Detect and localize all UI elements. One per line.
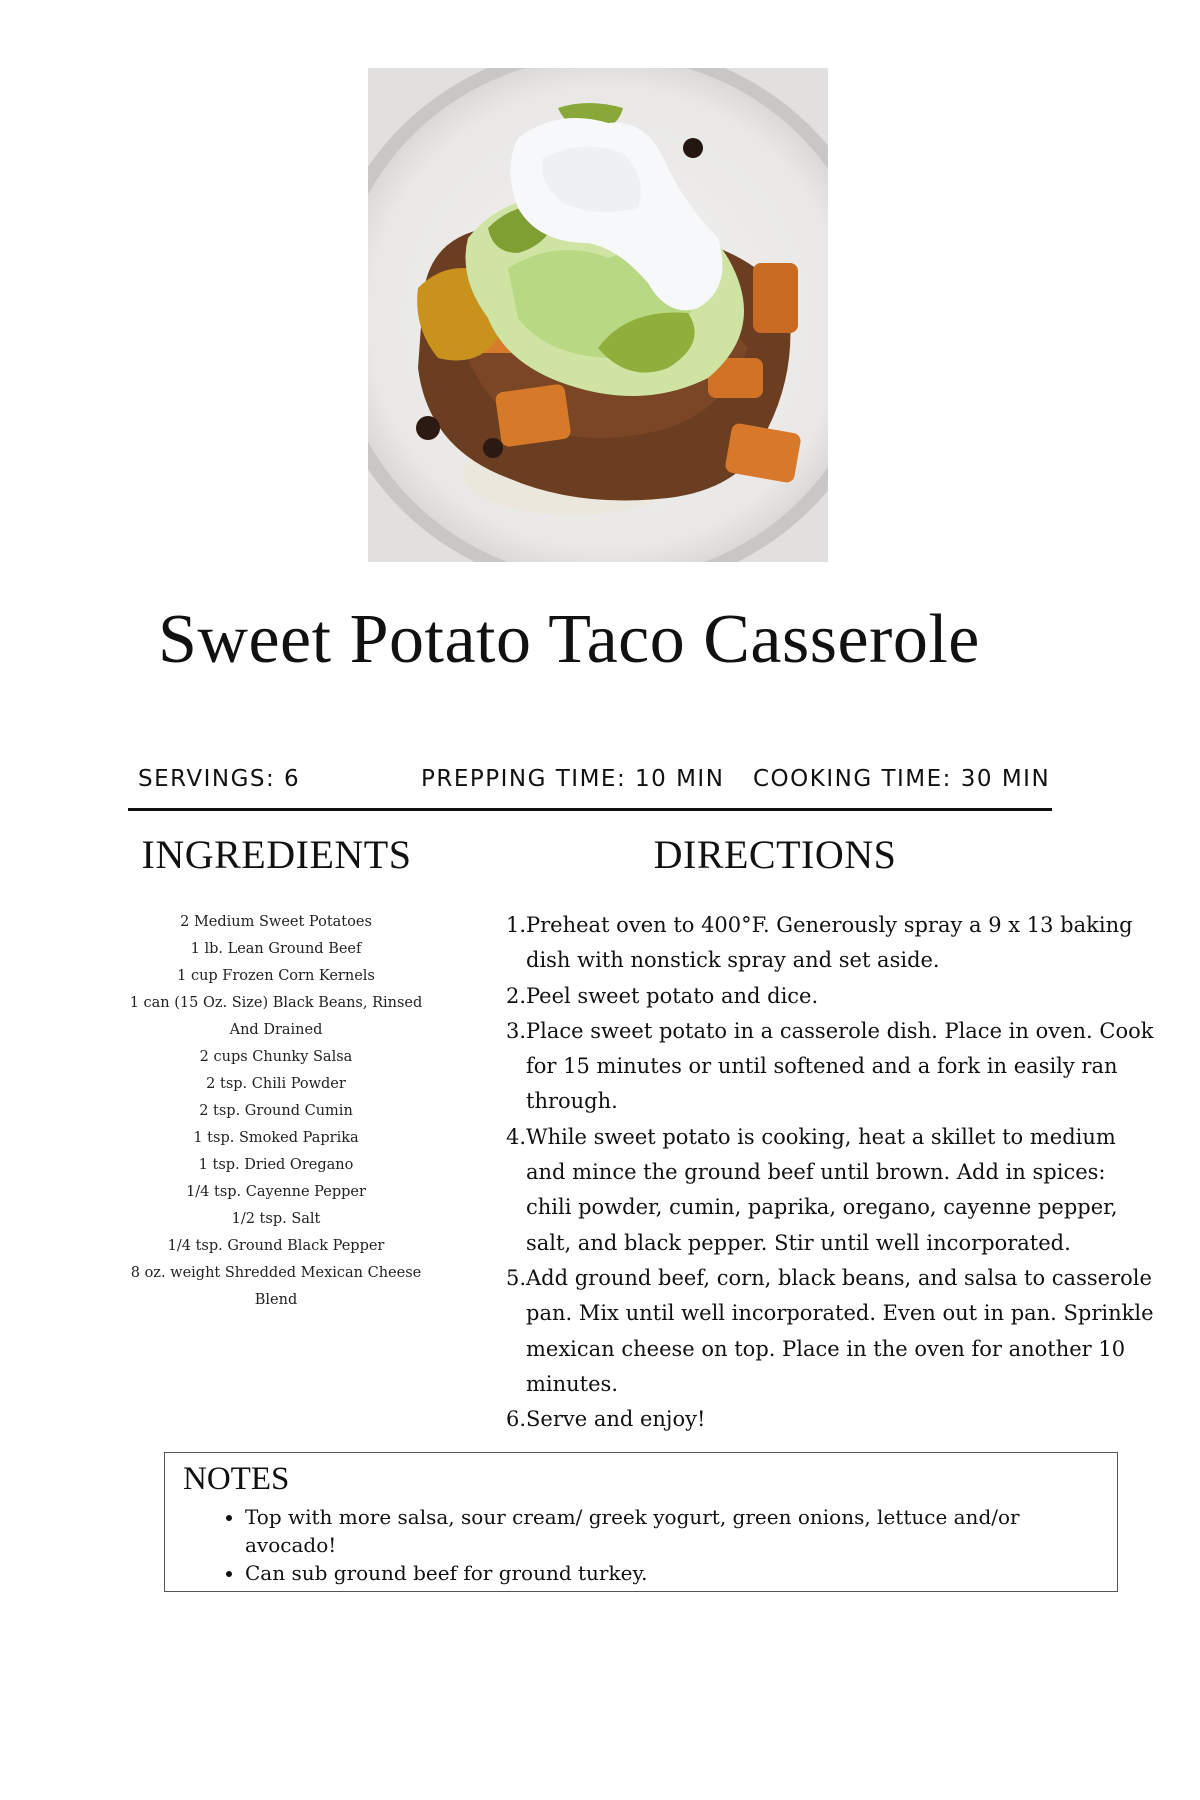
ingredient-item: 1 lb. Lean Ground Beef — [190, 941, 362, 957]
direction-step — [506, 1402, 1156, 1437]
note-item: • Top with more salsa, sour cream/ greek yogurt, green onions, lettuce and/or avocado! — [245, 1503, 1117, 1559]
ingredient-item: 2 tsp. Chili Powder — [206, 1076, 346, 1092]
notes-heading: NOTES — [183, 1461, 290, 1497]
direction-step — [506, 1261, 1156, 1402]
direction-step — [506, 1120, 1156, 1261]
ingredient-item: 2 cups Chunky Salsa — [199, 1049, 353, 1065]
step-text: Peel sweet potato and dice. — [526, 983, 819, 1008]
ingredient-item: 1 tsp. Smoked Paprika — [193, 1130, 359, 1146]
recipe-photo — [368, 68, 828, 562]
ingredient-item: 2 Medium Sweet Potatoes — [180, 914, 372, 930]
step-text: Place sweet potato in a casserole dish. Place in oven. Cook for 15 minutes or until softened and a fork in easily ran through. — [526, 1018, 1154, 1114]
step-text: While sweet potato is cooking, heat a skillet to medium and mince the ground beef until brown. Add in spices: chili powder, cumin, paprika, oregano, cayenne pepper, salt, and black pepper. Stir until well incorporated. — [526, 1124, 1118, 1255]
prep-time-label: PREPPING TIME: 10 MIN — [421, 766, 725, 792]
step-number: 3. — [506, 1018, 527, 1043]
ingredient-item: 1 tsp. Dried Oregano — [198, 1157, 354, 1173]
step-text: Add ground beef, corn, black beans, and salsa to casserole pan. Mix until well incorporated. Even out in pan. Sprinkle mexican cheese on top. Place in the oven for another 10 minutes. — [526, 1265, 1154, 1396]
step-text: Preheat oven to 400°F. Generously spray a 9 x 13 baking dish with nonstick spray and set aside. — [526, 913, 1133, 973]
recipe-title: Sweet Potato Taco Casserole — [158, 601, 980, 678]
directions-list — [506, 908, 1156, 1437]
ingredients-list — [128, 909, 424, 1314]
direction-step — [506, 1014, 1156, 1120]
direction-step — [506, 908, 1156, 979]
step-text: Serve and enjoy! — [526, 1407, 706, 1432]
cook-time-label: COOKING TIME: 30 MIN — [753, 766, 1051, 792]
ingredient-item: 1 can (15 Oz. Size) Black Beans, Rinsed And Drained — [129, 995, 423, 1038]
ingredient-item: 1/2 tsp. Salt — [231, 1211, 321, 1227]
step-number: 4. — [506, 1124, 527, 1149]
servings-label: SERVINGS: 6 — [138, 766, 301, 792]
ingredient-item: 2 tsp. Ground Cumin — [199, 1103, 353, 1119]
ingredients-heading: INGREDIENTS — [141, 832, 412, 877]
step-number: 1. — [506, 913, 527, 937]
notes-list — [165, 1503, 1117, 1587]
ingredient-item: 8 oz. weight Shredded Mexican Cheese Blend — [130, 1265, 422, 1308]
ingredient-item: 1/4 tsp. Cayenne Pepper — [186, 1184, 366, 1200]
step-number: 2. — [506, 983, 527, 1008]
step-number: 5. — [506, 1265, 527, 1290]
directions-heading: DIRECTIONS — [653, 832, 897, 877]
notes-box — [164, 1452, 1118, 1592]
direction-step — [506, 979, 1156, 1014]
casserole-photo-icon — [368, 68, 828, 562]
ingredient-item: 1/4 tsp. Ground Black Pepper — [167, 1238, 385, 1254]
header-divider — [128, 808, 1052, 811]
note-item: • Can sub ground beef for ground turkey. — [245, 1559, 1117, 1587]
step-number: 6. — [506, 1407, 527, 1432]
ingredient-item: 1 cup Frozen Corn Kernels — [177, 968, 375, 984]
